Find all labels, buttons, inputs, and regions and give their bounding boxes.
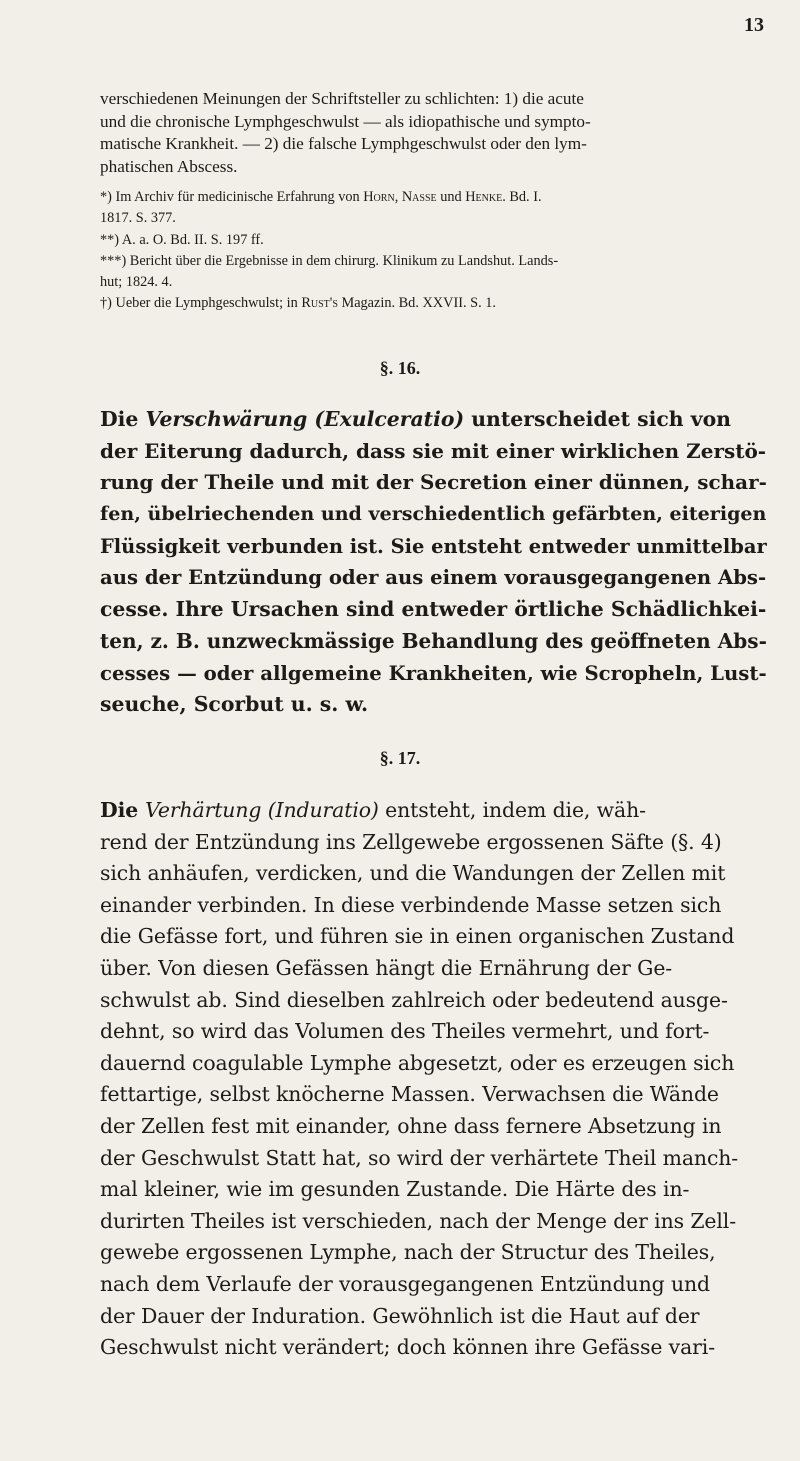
section-16-paragraph [100, 404, 770, 721]
paragraph-line: rend der Entzündung ins Zellgewebe ergossenen Säfte (§. 4) [100, 829, 722, 854]
paragraph-line: Geschwulst nicht verändert; doch können ihre Gefässe vari- [100, 1335, 715, 1360]
paragraph-line: seuche, Scorbut u. s. w. [100, 692, 369, 717]
footnote-3: ***) Bericht über die Ergebnisse in dem chirurg. Klinikum zu Landshut. Lands- [100, 252, 559, 269]
paragraph-line: der Dauer der Induration. Gewöhnlich ist die Haut auf der [100, 1303, 700, 1328]
paragraph-line: fen, übelriechenden und verschiedentlich gefärbten, eiterigen [100, 503, 767, 526]
paragraph-line: cesse. Ihre Ursachen sind entweder örtliche Schädlichkei- [100, 597, 767, 622]
footnote-3-cont: hut; 1824. 4. [100, 274, 173, 291]
intro-paragraph [100, 88, 768, 178]
paragraph-line: Die Verhärtung (Induratio) entsteht, indem die, wäh- [100, 798, 646, 822]
paragraph-line: Die Verschwärung (Exulceratio) unterscheidet sich von [100, 407, 732, 431]
intro-line: und die chronische Lymphgeschwulst — als idiopathische und sympto- [100, 111, 591, 131]
paragraph-line: Flüssigkeit verbunden ist. Sie entsteht entweder unmittelbar [100, 534, 767, 558]
footnote-1: *) Im Archiv für medicinische Erfahrung von Horn, Nasse und Henke. Bd. I. [100, 189, 542, 205]
paragraph-line: gewebe ergossenen Lymphe, nach der Structur des Theiles, [100, 1240, 716, 1265]
intro-line: verschiedenen Meinungen der Schriftsteller zu schlichten: 1) die acute [100, 89, 584, 108]
paragraph-line: ten, z. B. unzweckmässige Behandlung des geöffneten Abs- [100, 628, 767, 653]
paragraph-line: einander verbinden. In diese verbindende Masse setzen sich [100, 892, 722, 917]
intro-line: phatischen Abscess. [100, 156, 238, 176]
section-17-heading: §. 17. [379, 748, 421, 768]
page-number: 13 [744, 14, 764, 36]
paragraph-line: die Gefässe fort, und führen sie in einen organischen Zustand [100, 924, 735, 949]
footnote-1-cont: 1817. S. 377. [100, 210, 176, 227]
paragraph-line: dauernd coagulable Lymphe abgesetzt, oder es erzeugen sich [100, 1050, 735, 1075]
paragraph-line: der Zellen fest mit einander, ohne dass fernere Absetzung in [100, 1113, 722, 1138]
footnote-4: †) Ueber die Lymphgeschwulst; in Rust's Magazin. Bd. XXVII. S. 1. [100, 295, 496, 312]
paragraph-line: schwulst ab. Sind dieselben zahlreich oder bedeutend ausge- [100, 987, 728, 1012]
paragraph-line: fettartige, selbst knöcherne Massen. Verwachsen die Wände [100, 1082, 719, 1107]
paragraph-line: cesses — oder allgemeine Krankheiten, wie Scropheln, Lust- [100, 661, 767, 685]
section-17-paragraph [100, 795, 770, 1364]
footnotes [100, 187, 768, 315]
paragraph-line: dehnt, so wird das Volumen des Theiles vermehrt, und fort- [100, 1019, 710, 1044]
paragraph-line: sich anhäufen, verdicken, und die Wandungen der Zellen mit [100, 861, 726, 886]
paragraph-line: aus der Entzündung oder aus einem vorausgegangenen Abs- [100, 566, 767, 590]
paragraph-line: über. Von diesen Gefässen hängt die Ernährung der Ge- [100, 955, 673, 980]
paragraph-line: rung der Theile und mit der Secretion einer dünnen, schar- [100, 470, 767, 495]
footnote-2: **) A. a. O. Bd. II. S. 197 ff. [100, 231, 264, 248]
paragraph-line: der Eiterung dadurch, dass sie mit einer wirklichen Zerstö- [100, 438, 767, 463]
paragraph-line: der Geschwulst Statt hat, so wird der verhärtete Theil manch- [100, 1145, 739, 1170]
section-16-heading: §. 16. [379, 358, 421, 378]
paragraph-line: nach dem Verlaufe der vorausgegangenen Entzündung und [100, 1271, 710, 1296]
paragraph-line: mal kleiner, wie im gesunden Zustande. Die Härte des in- [100, 1177, 690, 1202]
paragraph-line: durirten Theiles ist verschieden, nach der Menge der ins Zell- [100, 1208, 737, 1233]
intro-line: matische Krankheit. — 2) die falsche Lymphgeschwulst oder den lym- [100, 134, 587, 153]
